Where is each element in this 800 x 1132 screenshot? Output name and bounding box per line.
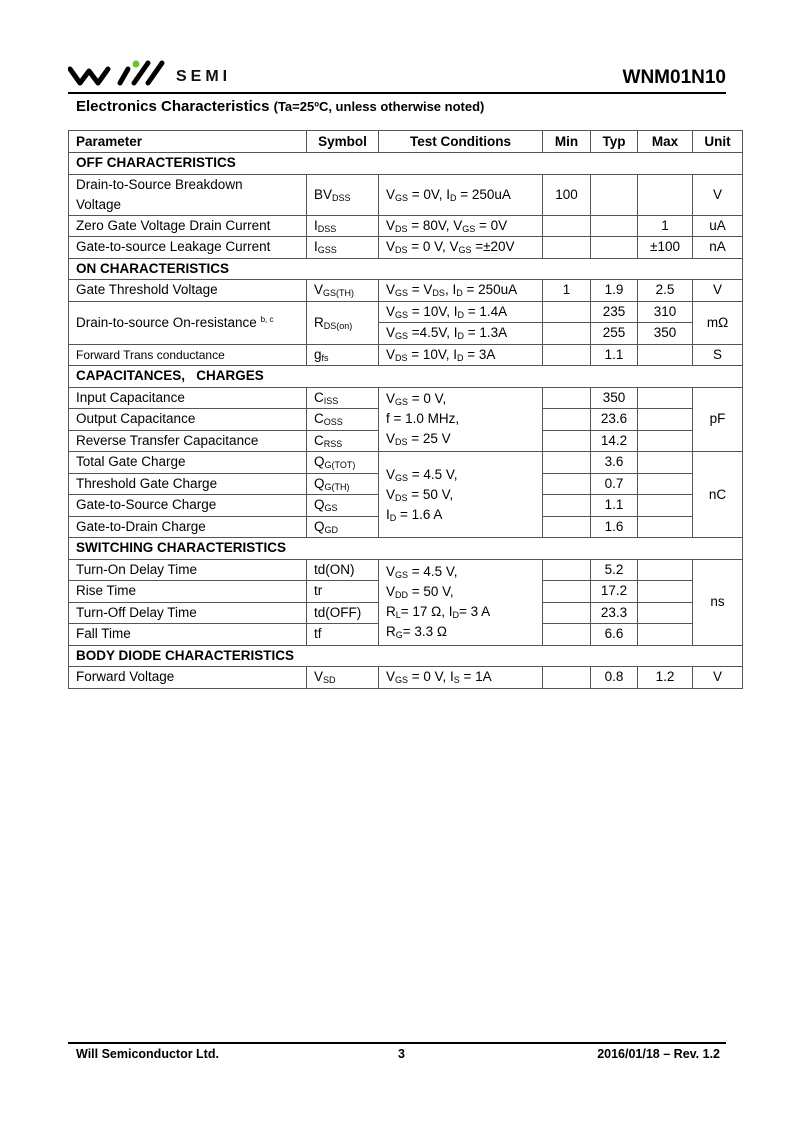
conditions-cell: $V_{DS} = 0$ V, $V_{GS} =\pm 20V$ [379,237,543,259]
param-cell: Forward Trans conductance [69,344,307,366]
header-test-conditions: Test Conditions [379,131,543,153]
max-cell [638,344,693,366]
group-off: OFF CHARACTERISTICS [69,153,743,175]
conditions-cell: $V_{GS} = 10V$, $I_D = 1.4A$ [379,301,543,323]
max-cell: 350 [638,323,693,345]
group-row [69,258,743,280]
max-cell: 310 [638,301,693,323]
min-cell [543,495,591,517]
param-cell: Gate-to-Source Charge [69,495,307,517]
max-cell [638,430,693,452]
min-cell [543,602,591,624]
group-row [69,153,743,175]
min-cell [543,215,591,237]
param-cell: Rise Time [69,581,307,603]
group-body-diode: BODY DIODE CHARACTERISTICS [69,645,743,667]
typ-cell: 0.8 [591,667,638,689]
header-rule [68,92,726,94]
param-cell: Turn-On Delay Time [69,559,307,581]
typ-cell [591,215,638,237]
symbol-cell: $C_{OSS}$ [307,409,379,431]
param-line-2: Voltage [76,196,122,212]
param-cell: Zero Gate Voltage Drain Current [69,215,307,237]
param-cell: Total Gate Charge [69,452,307,474]
header-typ: Typ [591,131,638,153]
section-conditions: (Ta=25ºC, unless otherwise noted) [273,99,485,114]
table-row [69,667,743,689]
unit-cell: V [693,667,743,689]
typ-cell: 1.1 [591,344,638,366]
group-capacitances: CAPACITANCES, CHARGES [69,366,743,388]
header-symbol: Symbol [307,131,379,153]
param-cell: Gate Threshold Voltage [69,280,307,302]
min-cell [543,301,591,323]
min-cell [543,387,591,409]
typ-cell: 23.3 [591,602,638,624]
typ-cell: 3.6 [591,452,638,474]
param-cell: Threshold Gate Charge [69,473,307,495]
symbol-cell: $R_{DS(on)}$ [307,301,379,344]
page-header [68,55,726,95]
param-cell: Gate-to-Drain Charge [69,516,307,538]
typ-cell: 1.6 [591,516,638,538]
table-row [69,301,743,323]
header-min: Min [543,131,591,153]
min-cell: 1 [543,280,591,302]
min-cell [543,516,591,538]
table-row [69,387,743,409]
symbol-cell: $Q_{G(TH)}$ [307,473,379,495]
typ-cell: 350 [591,387,638,409]
min-cell [543,559,591,581]
symbol-cell: $I_{GSS}$ [307,237,379,259]
max-cell [638,624,693,646]
min-cell: 100 [543,174,591,215]
symbol-cell: td(OFF) [307,602,379,624]
header-unit: Unit [693,131,743,153]
table-row [69,559,743,581]
symbol-cell: tf [307,624,379,646]
param-cell: Forward Voltage [69,667,307,689]
param-cell: Fall Time [69,624,307,646]
param-cell: Gate-to-source Leakage Current [69,237,307,259]
footer-rule [68,1042,726,1044]
conditions-cell: $V_{GS} = 0V$, $I_D = 250uA$ [379,174,543,215]
table-row [69,452,743,474]
conditions-cell: $V_{GS} = 4.5$ V, $V_{DS} = 50$ V, $I_D = 1.6$ A [379,452,543,538]
unit-cell: V [693,280,743,302]
unit-cell: nA [693,237,743,259]
max-cell [638,174,693,215]
unit-cell: S [693,344,743,366]
max-cell [638,602,693,624]
footnote-ref: b, c [260,314,274,324]
max-cell [638,387,693,409]
min-cell [543,323,591,345]
min-cell [543,473,591,495]
max-cell: 1 [638,215,693,237]
part-number: WNM01N10 [622,67,726,88]
unit-cell: nC [693,452,743,538]
footer-date-revision: 2016/01/18 – Rev. 1.2 [597,1047,720,1061]
group-on: ON CHARACTERISTICS [69,258,743,280]
table-row [69,344,743,366]
symbol-cell: $Q_{GS}$ [307,495,379,517]
typ-cell: 5.2 [591,559,638,581]
symbol-cell: $C_{RSS}$ [307,430,379,452]
typ-cell: 17.2 [591,581,638,603]
header-max: Max [638,131,693,153]
max-cell [638,495,693,517]
param-line-1: Drain-to-Source Breakdown [76,176,243,192]
max-cell [638,516,693,538]
conditions-cell: $V_{DS} = 10V$, $I_D = 3A$ [379,344,543,366]
group-row [69,538,743,560]
typ-cell: 235 [591,301,638,323]
typ-cell: 0.7 [591,473,638,495]
symbol-cell: tr [307,581,379,603]
table-row [69,215,743,237]
typ-cell [591,237,638,259]
conditions-cell: $V_{GS} = 0$ V, $I_S = 1A$ [379,667,543,689]
symbol-cell: $V_{SD}$ [307,667,379,689]
unit-cell: mΩ [693,301,743,344]
param-text: Drain-to-source On-resistance [76,314,257,330]
min-cell [543,624,591,646]
section-title-text: Electronics Characteristics [76,98,270,115]
param-cell [69,174,307,215]
max-cell [638,581,693,603]
symbol-cell: $V_{GS(TH)}$ [307,280,379,302]
unit-cell: V [693,174,743,215]
table-header-row [69,131,743,153]
group-row [69,366,743,388]
symbol-cell: td(ON) [307,559,379,581]
max-cell: ±100 [638,237,693,259]
min-cell [543,430,591,452]
min-cell [543,344,591,366]
min-cell [543,667,591,689]
table-row [69,280,743,302]
param-cell: Input Capacitance [69,387,307,409]
characteristics-table [68,130,743,689]
max-cell: 2.5 [638,280,693,302]
conditions-cell: $V_{GS} =4.5V$, $I_D = 1.3A$ [379,323,543,345]
symbol-cell: $Q_{G(TOT)}$ [307,452,379,474]
param-cell [69,301,307,344]
min-cell [543,581,591,603]
conditions-cell: $V_{DS} = 80V$, $V_{GS} = 0V$ [379,215,543,237]
unit-cell: pF [693,387,743,452]
typ-cell [591,174,638,215]
max-cell [638,473,693,495]
min-cell [543,409,591,431]
conditions-cell: $V_{GS} = 0$ V, f = 1.0 MHz, $V_{DS} = 25$ V [379,387,543,452]
symbol-cell: $Q_{GD}$ [307,516,379,538]
param-cell: Output Capacitance [69,409,307,431]
typ-cell: 14.2 [591,430,638,452]
conditions-cell: $V_{GS} = 4.5$ V, $V_{DD} = 50$ V, $R_L= 17$ Ω, $I_D= 3$ A $R_G= 3.3$ Ω [379,559,543,645]
typ-cell: 1.1 [591,495,638,517]
table-row [69,237,743,259]
typ-cell: 1.9 [591,280,638,302]
typ-cell: 23.6 [591,409,638,431]
section-title [76,98,484,115]
max-cell [638,452,693,474]
group-switching: SWITCHING CHARACTERISTICS [69,538,743,560]
page-number: 3 [398,1047,405,1061]
group-row [69,645,743,667]
symbol-cell: $I_{DSS}$ [307,215,379,237]
table-row [69,174,743,215]
unit-cell: ns [693,559,743,645]
header-parameter: Parameter [69,131,307,153]
symbol-cell: $BV_{DSS}$ [307,174,379,215]
min-cell [543,452,591,474]
conditions-cell: $V_{GS} = V_{DS}$, $I_D = 250uA$ [379,280,543,302]
typ-cell: 6.6 [591,624,638,646]
symbol-cell: $C_{ISS}$ [307,387,379,409]
min-cell [543,237,591,259]
typ-cell: 255 [591,323,638,345]
param-cell: Reverse Transfer Capacitance [69,430,307,452]
param-cell: Turn-Off Delay Time [69,602,307,624]
max-cell [638,409,693,431]
symbol-cell: $g_{fs}$ [307,344,379,366]
brand-text: SEMI [176,68,232,85]
max-cell: 1.2 [638,667,693,689]
unit-cell: uA [693,215,743,237]
max-cell [638,559,693,581]
footer-company: Will Semiconductor Ltd. [76,1047,219,1061]
